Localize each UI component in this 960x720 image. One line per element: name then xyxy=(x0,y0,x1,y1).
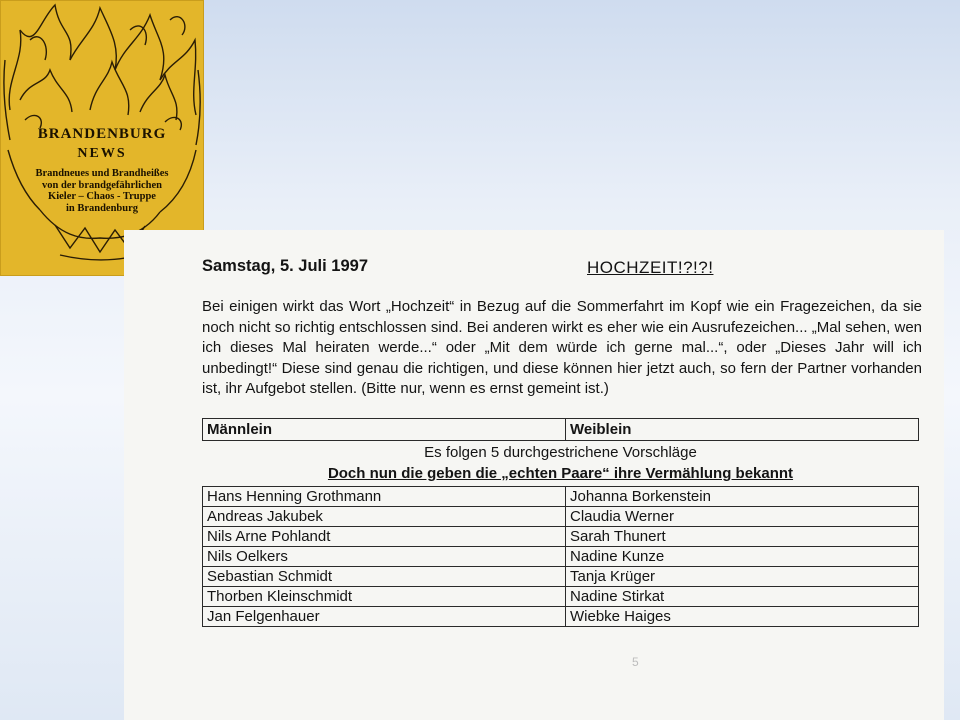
groom-name: Sebastian Schmidt xyxy=(203,567,566,587)
groom-name: Andreas Jakubek xyxy=(203,507,566,527)
table-row xyxy=(203,587,919,607)
groom-name: Hans Henning Grothmann xyxy=(203,487,566,507)
crossed-note: Es folgen 5 durchgestrichene Vorschläge xyxy=(424,444,697,461)
bride-name: Tanja Krüger xyxy=(566,567,919,587)
document-date: Samstag, 5. Juli 1997 xyxy=(202,257,369,275)
table-row xyxy=(203,567,919,587)
table-row xyxy=(203,607,919,627)
bride-name: Nadine Kunze xyxy=(566,547,919,567)
groom-name: Nils Oelkers xyxy=(203,547,566,567)
masthead-tagline xyxy=(0,168,204,214)
header-table xyxy=(202,418,919,441)
bride-name: Claudia Werner xyxy=(566,507,919,527)
table-row xyxy=(203,507,919,527)
table-row xyxy=(203,547,919,567)
groom-name: Jan Felgenhauer xyxy=(203,607,566,627)
tagline-line: in Brandenburg xyxy=(65,202,139,214)
column-female: Weiblein xyxy=(566,419,919,441)
bride-name: Wiebke Haiges xyxy=(566,607,919,627)
scanned-page xyxy=(124,230,944,720)
couples-table xyxy=(202,486,919,627)
bride-name: Johanna Borkenstein xyxy=(566,487,919,507)
intro-paragraph: Bei einigen wirkt das Wort „Hochzeit“ in Bezug auf die Sommerfahrt im Kopf wie ein Fragezeichen, da sie noch nicht so richtig entschlossen sind. Bei anderen wirkt es eher wie ein Ausrufezeichen... „Mal sehen, wen ich dieses Mal heiraten werde...“ oder „Mit dem würde ich gerne mal...“, oder „Dieses Jahr will ich unbedingt!“ Diese sind genau die richtigen, und diese können hier jetzt auch, so fern der Partner vorhanden ist, ihr Aufgebot stellen. (Bitte nur, wenn es ernst gemeint ist.) xyxy=(202,298,922,397)
header-row xyxy=(203,419,919,441)
couples-heading: Doch nun die geben die „echten Paare“ ihre Vermählung bekannt xyxy=(327,465,794,482)
groom-name: Thorben Kleinschmidt xyxy=(203,587,566,607)
table-row xyxy=(203,527,919,547)
document-title: HOCHZEIT!?!?! xyxy=(587,258,714,277)
groom-name: Nils Arne Pohlandt xyxy=(203,527,566,547)
masthead-news: NEWS xyxy=(77,146,127,161)
tagline-line: von der brandgefährlichen xyxy=(42,179,162,191)
column-male: Männlein xyxy=(203,419,566,441)
masthead-brand: BRANDENBURG xyxy=(37,126,167,142)
tagline-line: Brandneues und Brandheißes xyxy=(35,168,169,179)
page-number: 5 xyxy=(632,655,639,669)
table-row xyxy=(203,487,919,507)
bride-name: Sarah Thunert xyxy=(566,527,919,547)
bride-name: Nadine Stirkat xyxy=(566,587,919,607)
tagline-line: Kieler – Chaos - Truppe xyxy=(48,191,156,202)
